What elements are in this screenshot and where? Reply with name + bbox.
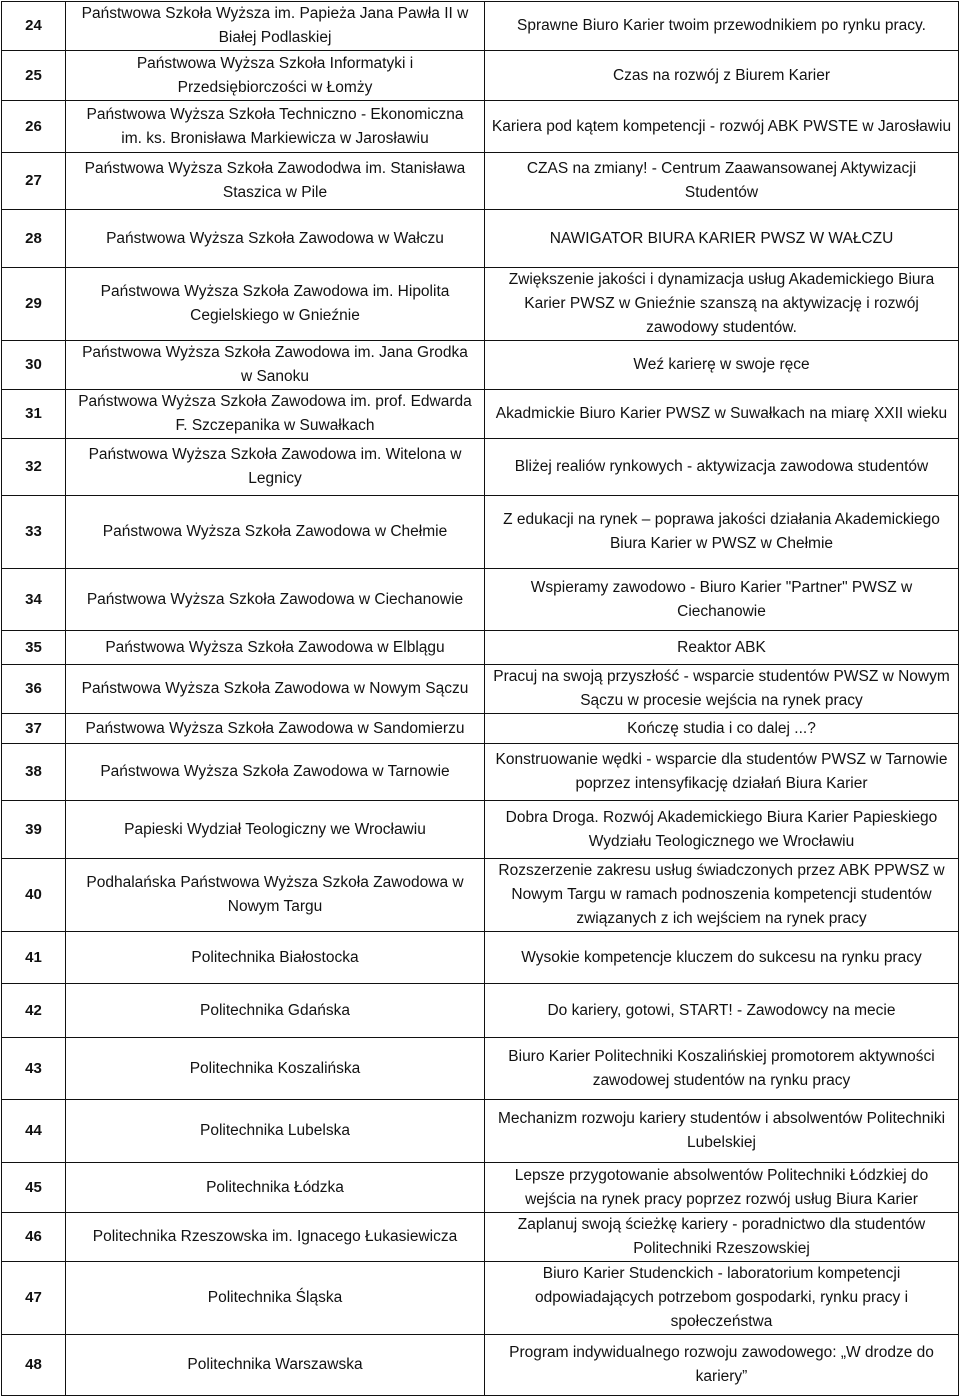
row-number: 42 (2, 984, 66, 1038)
row-number: 39 (2, 801, 66, 859)
row-number: 41 (2, 932, 66, 984)
institution-name: Państwowa Wyższa Szkoła Zawodowa w Ciechanowie (66, 569, 485, 631)
projects-table (1, 1, 959, 1396)
institution-name: Państwowa Wyższa Szkoła Zawodowa w Tarnowie (66, 744, 485, 801)
table-row (2, 744, 959, 801)
institution-name: Papieski Wydział Teologiczny we Wrocławiu (66, 801, 485, 859)
institution-name: Państwowa Wyższa Szkoła Zawodowa w Wałczu (66, 210, 485, 268)
institution-name: Państwowa Wyższa Szkoła Zawodowa im. Hipolita Cegielskiego w Gnieźnie (66, 268, 485, 341)
project-title: Rozszerzenie zakresu usług świadczonych przez ABK PPWSZ w Nowym Targu w ramach podnoszenia kompetencji studentów związanych z ich wejściem na rynek pracy (485, 859, 959, 932)
project-title: Mechanizm rozwoju kariery studentów i absolwentów Politechniki Lubelskiej (485, 1100, 959, 1163)
row-number: 35 (2, 631, 66, 665)
institution-name: Państwowa Wyższa Szkoła Zawodowa im. Jana Grodka w Sanoku (66, 341, 485, 390)
institution-name: Państwowa Wyższa Szkoła Zawodowa im. Witelona w Legnicy (66, 439, 485, 496)
project-title: Sprawne Biuro Karier twoim przewodnikiem po rynku pracy. (485, 2, 959, 51)
table-row (2, 153, 959, 210)
project-title: Weź karierę w swoje ręce (485, 341, 959, 390)
institution-name: Politechnika Śląska (66, 1262, 485, 1335)
project-title: Konstruowanie wędki - wsparcie dla studentów PWSZ w Tarnowie poprzez intensyfikację działań Biura Karier (485, 744, 959, 801)
row-number: 46 (2, 1213, 66, 1262)
row-number: 34 (2, 569, 66, 631)
row-number: 26 (2, 101, 66, 153)
table-row (2, 2, 959, 51)
project-title: NAWIGATOR BIURA KARIER PWSZ W WAŁCZU (485, 210, 959, 268)
table-row (2, 1038, 959, 1100)
projects-table-body (2, 2, 959, 1396)
project-title: Czas na rozwój z Biurem Karier (485, 51, 959, 101)
table-row (2, 569, 959, 631)
institution-name: Państwowa Wyższa Szkoła Zawodowa im. prof. Edwarda F. Szczepanika w Suwałkach (66, 390, 485, 439)
institution-name: Politechnika Koszalińska (66, 1038, 485, 1100)
row-number: 43 (2, 1038, 66, 1100)
project-title: Akadmickie Biuro Karier PWSZ w Suwałkach na miarę XXII wieku (485, 390, 959, 439)
table-row (2, 439, 959, 496)
row-number: 47 (2, 1262, 66, 1335)
row-number: 30 (2, 341, 66, 390)
project-title: Bliżej realiów rynkowych - aktywizacja zawodowa studentów (485, 439, 959, 496)
project-title: Wspieramy zawodowo - Biuro Karier "Partner" PWSZ w Ciechanowie (485, 569, 959, 631)
table-row (2, 801, 959, 859)
project-title: Biuro Karier Studenckich - laboratorium kompetencji odpowiadających potrzebom gospodarki, rynku pracy i społeczeństwa (485, 1262, 959, 1335)
institution-name: Państwowa Wyższa Szkoła Zawodowa w Elblągu (66, 631, 485, 665)
table-row (2, 1213, 959, 1262)
project-title: CZAS na zmiany! - Centrum Zaawansowanej Aktywizacji Studentów (485, 153, 959, 210)
table-row (2, 1335, 959, 1396)
institution-name: Politechnika Białostocka (66, 932, 485, 984)
table-row (2, 665, 959, 714)
row-number: 40 (2, 859, 66, 932)
institution-name: Państwowa Wyższa Szkoła Zawodowa w Chełmie (66, 496, 485, 569)
row-number: 28 (2, 210, 66, 268)
institution-name: Podhalańska Państwowa Wyższa Szkoła Zawodowa w Nowym Targu (66, 859, 485, 932)
institution-name: Państwowa Wyższa Szkoła Informatyki i Przedsiębiorczości w Łomży (66, 51, 485, 101)
project-title: Program indywidualnego rozwoju zawodowego: „W drodze do kariery” (485, 1335, 959, 1396)
table-row (2, 268, 959, 341)
row-number: 32 (2, 439, 66, 496)
row-number: 24 (2, 2, 66, 51)
project-title: Kariera pod kątem kompetencji - rozwój ABK PWSTE w Jarosławiu (485, 101, 959, 153)
table-row (2, 51, 959, 101)
row-number: 38 (2, 744, 66, 801)
project-title: Kończę studia i co dalej ...? (485, 714, 959, 744)
institution-name: Państwowa Wyższa Szkoła Techniczno - Ekonomiczna im. ks. Bronisława Markiewicza w Jarosławiu (66, 101, 485, 153)
project-title: Lepsze przygotowanie absolwentów Politechniki Łódzkiej do wejścia na rynek pracy poprzez rozwój usług Biura Karier (485, 1163, 959, 1213)
row-number: 36 (2, 665, 66, 714)
table-row (2, 341, 959, 390)
row-number: 33 (2, 496, 66, 569)
project-title: Biuro Karier Politechniki Koszalińskiej promotorem aktywności zawodowej studentów na rynku pracy (485, 1038, 959, 1100)
project-title: Zaplanuj swoją ścieżkę kariery - poradnictwo dla studentów Politechniki Rzeszowskiej (485, 1213, 959, 1262)
institution-name: Państwowa Wyższa Szkoła Zawodowa w Nowym Sączu (66, 665, 485, 714)
institution-name: Państwowa Wyższa Szkoła Zawodowa w Sandomierzu (66, 714, 485, 744)
table-row (2, 390, 959, 439)
institution-name: Politechnika Lubelska (66, 1100, 485, 1163)
row-number: 44 (2, 1100, 66, 1163)
row-number: 48 (2, 1335, 66, 1396)
project-title: Zwiększenie jakości i dynamizacja usług Akademickiego Biura Karier PWSZ w Gnieźnie szanszą na aktywizację i rozwój zawodowy studentów. (485, 268, 959, 341)
table-row (2, 1100, 959, 1163)
table-row (2, 210, 959, 268)
row-number: 27 (2, 153, 66, 210)
project-title: Dobra Droga. Rozwój Akademickiego Biura Karier Papieskiego Wydziału Teologicznego we Wrocławiu (485, 801, 959, 859)
institution-name: Politechnika Gdańska (66, 984, 485, 1038)
table-row (2, 859, 959, 932)
institution-name: Politechnika Warszawska (66, 1335, 485, 1396)
row-number: 37 (2, 714, 66, 744)
institution-name: Państwowa Wyższa Szkoła Zawododwa im. Stanisława Staszica w Pile (66, 153, 485, 210)
project-title: Wysokie kompetencje kluczem do sukcesu na rynku pracy (485, 932, 959, 984)
row-number: 29 (2, 268, 66, 341)
project-title: Z edukacji na rynek – poprawa jakości działania Akademickiego Biura Karier w PWSZ w Chełmie (485, 496, 959, 569)
row-number: 25 (2, 51, 66, 101)
project-title: Pracuj na swoją przyszłość - wsparcie studentów PWSZ w Nowym Sączu w procesie wejścia na rynek pracy (485, 665, 959, 714)
table-row (2, 101, 959, 153)
row-number: 45 (2, 1163, 66, 1213)
project-title: Reaktor ABK (485, 631, 959, 665)
project-title: Do kariery, gotowi, START! - Zawodowcy na mecie (485, 984, 959, 1038)
table-row (2, 631, 959, 665)
table-row (2, 984, 959, 1038)
institution-name: Politechnika Rzeszowska im. Ignacego Łukasiewicza (66, 1213, 485, 1262)
institution-name: Politechnika Łódzka (66, 1163, 485, 1213)
table-row (2, 1163, 959, 1213)
table-row (2, 1262, 959, 1335)
table-row (2, 932, 959, 984)
row-number: 31 (2, 390, 66, 439)
table-row (2, 496, 959, 569)
institution-name: Państwowa Szkoła Wyższa im. Papieża Jana Pawła II w Białej Podlaskiej (66, 2, 485, 51)
table-row (2, 714, 959, 744)
